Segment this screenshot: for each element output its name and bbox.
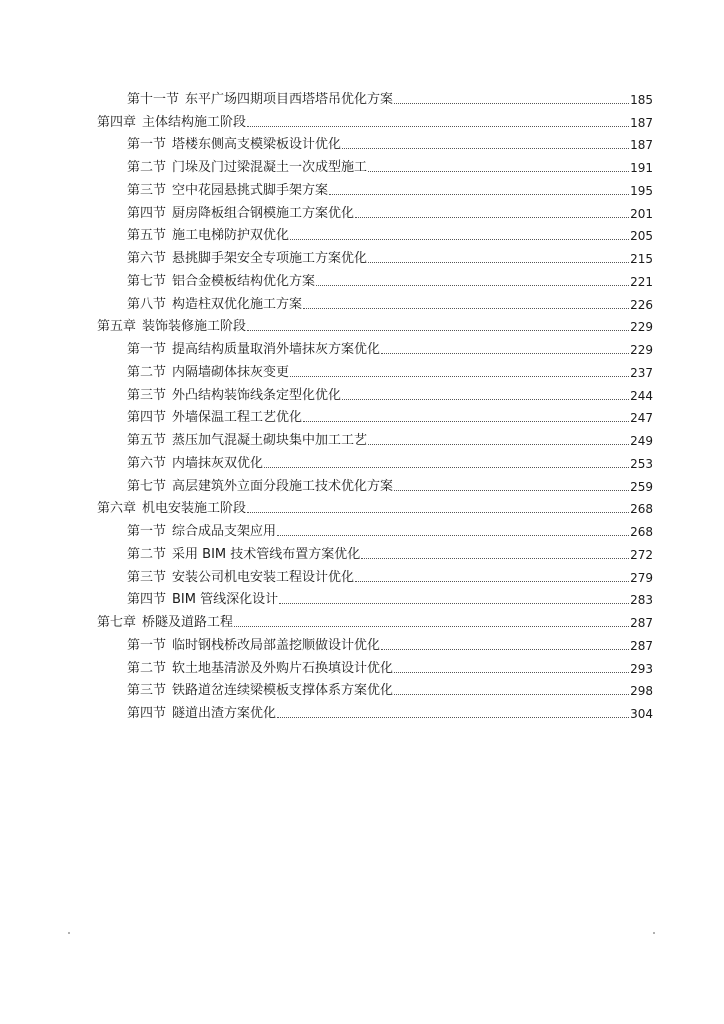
toc-entry-title: 内墙抹灰双优化 xyxy=(172,455,264,471)
toc-section-entry[interactable] xyxy=(97,335,653,358)
toc-entry-title: 厨房降板组合钢模施工方案优化 xyxy=(172,205,355,221)
dot-leader xyxy=(368,171,629,172)
toc-entry-label xyxy=(127,137,341,153)
toc-entry-label xyxy=(127,183,328,199)
toc-entry-number: 第七章 xyxy=(97,615,137,630)
dot-leader xyxy=(264,467,629,468)
toc-section-entry[interactable] xyxy=(97,153,653,176)
toc-entry-number: 第二节 xyxy=(127,364,167,380)
table-of-contents xyxy=(97,85,653,722)
toc-entry-label xyxy=(127,410,302,426)
toc-entry-label xyxy=(127,206,354,222)
toc-section-entry[interactable] xyxy=(97,699,653,722)
toc-page-number: 226 xyxy=(630,297,653,312)
toc-entry-title: 内隔墙砌体抹灰变更 xyxy=(172,364,290,380)
toc-page-number: 191 xyxy=(630,161,653,175)
dot-leader xyxy=(234,626,629,627)
toc-entry-title: 采用 BIM 技术管线布置方案优化 xyxy=(172,546,361,562)
toc-entry-title: 门垛及门过梁混凝土一次成型施工 xyxy=(172,160,368,175)
toc-entry-title: 临时钢栈桥改局部盖挖顺做设计优化 xyxy=(172,637,381,653)
toc-entry-label xyxy=(127,661,393,677)
toc-page-number: 293 xyxy=(630,661,653,676)
toc-entry-number: 第一节 xyxy=(127,637,167,653)
toc-entry-number: 第四章 xyxy=(97,114,137,130)
dot-leader xyxy=(277,717,629,718)
toc-entry-title: 铁路道岔连续梁模板支撑体系方案优化 xyxy=(172,683,394,699)
dot-leader xyxy=(394,490,629,491)
toc-page-number: 215 xyxy=(630,252,653,266)
toc-section-entry[interactable] xyxy=(97,85,653,108)
toc-section-entry[interactable] xyxy=(97,654,653,677)
dot-leader xyxy=(316,285,629,286)
dot-leader xyxy=(329,194,629,195)
toc-page-number: 249 xyxy=(630,434,653,448)
toc-page-number: 304 xyxy=(630,707,653,721)
toc-entry-number: 第三节 xyxy=(127,683,167,699)
toc-page-number: 205 xyxy=(630,229,653,244)
toc-entry-label xyxy=(127,683,393,699)
toc-entry-number: 第八节 xyxy=(127,296,167,312)
toc-section-entry[interactable] xyxy=(97,267,653,290)
toc-entry-title: BIM 管线深化设计 xyxy=(172,592,279,608)
toc-entry-title: 空中花园悬挑式脚手架方案 xyxy=(172,182,329,198)
toc-section-entry[interactable] xyxy=(97,290,653,313)
toc-entry-number: 第三节 xyxy=(127,569,167,585)
dot-leader xyxy=(247,512,629,513)
dot-leader xyxy=(394,694,629,695)
toc-page-number: 229 xyxy=(630,343,653,357)
dot-leader xyxy=(368,262,629,263)
toc-section-entry[interactable] xyxy=(97,426,653,449)
toc-entry-title: 综合成品支架应用 xyxy=(172,524,277,539)
toc-page-number: 283 xyxy=(630,593,653,608)
toc-entry-label xyxy=(127,524,276,540)
toc-page-number: 287 xyxy=(630,638,653,653)
toc-page-number: 272 xyxy=(630,547,653,562)
toc-entry-label xyxy=(127,547,360,563)
toc-entry-title: 提高结构质量取消外墙抹灰方案优化 xyxy=(172,342,381,357)
toc-entry-number: 第六节 xyxy=(127,251,167,266)
toc-entry-number: 第四节 xyxy=(127,706,167,721)
toc-page-number: 268 xyxy=(630,502,653,517)
toc-section-entry[interactable] xyxy=(97,540,653,563)
toc-entry-number: 第四节 xyxy=(127,205,167,221)
toc-entry-label xyxy=(127,433,367,449)
toc-entry-label xyxy=(127,388,341,404)
toc-entry-label xyxy=(97,501,246,517)
toc-entry-number: 第六章 xyxy=(97,501,137,517)
toc-entry-number: 第二节 xyxy=(127,660,167,676)
toc-entry-number: 第三节 xyxy=(127,182,167,198)
toc-entry-number: 第七节 xyxy=(127,478,167,494)
dot-leader xyxy=(342,148,629,149)
toc-entry-label xyxy=(127,251,367,267)
toc-section-entry[interactable] xyxy=(97,631,653,654)
toc-section-entry[interactable] xyxy=(97,449,653,472)
toc-entry-number: 第七节 xyxy=(127,273,167,289)
toc-entry-title: 安装公司机电安装工程设计优化 xyxy=(172,569,355,585)
toc-entry-number: 第五节 xyxy=(127,228,167,244)
toc-entry-label xyxy=(127,365,289,381)
dot-leader xyxy=(342,399,629,400)
dot-leader xyxy=(394,672,629,673)
toc-section-entry[interactable] xyxy=(97,381,653,404)
toc-page-number: 247 xyxy=(630,411,653,426)
toc-entry-label xyxy=(127,297,302,313)
toc-entry-label xyxy=(127,456,263,472)
dot-leader xyxy=(381,649,629,650)
toc-page-number: 201 xyxy=(630,206,653,221)
dot-leader xyxy=(247,330,629,331)
page-mark-right xyxy=(653,932,655,934)
toc-entry-number: 第三节 xyxy=(127,387,167,403)
toc-entry-title: 主体结构施工阶段 xyxy=(142,114,247,130)
toc-chapter-entry[interactable] xyxy=(97,495,653,518)
toc-entry-title: 桥隧及道路工程 xyxy=(142,615,234,630)
toc-entry-label xyxy=(127,342,380,358)
toc-section-entry[interactable] xyxy=(97,404,653,427)
toc-entry-number: 第十一节 xyxy=(127,91,180,107)
toc-page-number: 187 xyxy=(630,138,653,153)
toc-page-number: 259 xyxy=(630,479,653,494)
dot-leader xyxy=(277,535,629,536)
toc-entry-title: 外凸结构装饰线条定型化优化 xyxy=(172,387,342,403)
toc-entry-label xyxy=(127,160,367,176)
toc-page-number: 195 xyxy=(630,183,653,198)
toc-page-number: 221 xyxy=(630,274,653,289)
toc-entry-title: 施工电梯防护双优化 xyxy=(172,228,290,244)
toc-section-entry[interactable] xyxy=(97,131,653,154)
dot-leader xyxy=(290,239,629,240)
dot-leader xyxy=(355,581,629,582)
toc-page-number: 287 xyxy=(630,616,653,630)
toc-page-number: 229 xyxy=(630,320,653,335)
dot-leader xyxy=(247,126,629,127)
toc-entry-number: 第二节 xyxy=(127,160,167,175)
toc-entry-title: 外墙保温工程工艺优化 xyxy=(172,410,303,426)
toc-entry-number: 第四节 xyxy=(127,592,167,608)
toc-entry-label xyxy=(127,592,278,608)
toc-entry-number: 第二节 xyxy=(127,546,167,562)
toc-entry-title: 蒸压加气混凝土砌块集中加工工艺 xyxy=(172,433,368,448)
toc-entry-number: 第一节 xyxy=(127,524,167,539)
toc-entry-title: 铝合金模板结构优化方案 xyxy=(172,273,316,289)
toc-entry-title: 构造柱双优化施工方案 xyxy=(172,296,303,312)
toc-section-entry[interactable] xyxy=(97,677,653,700)
toc-entry-label xyxy=(97,615,233,631)
toc-page-number: 253 xyxy=(630,456,653,471)
toc-section-entry[interactable] xyxy=(97,199,653,222)
toc-chapter-entry[interactable] xyxy=(97,108,653,131)
toc-entry-label xyxy=(127,228,289,244)
dot-leader xyxy=(368,444,629,445)
toc-chapter-entry[interactable] xyxy=(97,608,653,631)
dot-leader xyxy=(303,308,629,309)
toc-entry-title: 东平广场四期项目西塔塔吊优化方案 xyxy=(185,91,394,107)
toc-section-entry[interactable] xyxy=(97,222,653,245)
toc-chapter-entry[interactable] xyxy=(97,313,653,336)
toc-entry-title: 软土地基清淤及外购片石换填设计优化 xyxy=(172,660,394,676)
toc-entry-number: 第六节 xyxy=(127,455,167,471)
toc-page-number: 187 xyxy=(630,115,653,130)
toc-entry-label xyxy=(127,92,393,108)
toc-entry-label xyxy=(127,479,393,495)
toc-entry-label xyxy=(97,319,246,335)
toc-entry-title: 塔楼东侧高支模梁板设计优化 xyxy=(172,137,342,153)
dot-leader xyxy=(381,353,629,354)
toc-page-number: 237 xyxy=(630,365,653,380)
toc-page-number: 298 xyxy=(630,684,653,699)
dot-leader xyxy=(355,217,629,218)
toc-section-entry[interactable] xyxy=(97,358,653,381)
toc-entry-label xyxy=(127,570,354,586)
toc-entry-number: 第四节 xyxy=(127,410,167,426)
dot-leader xyxy=(279,603,629,604)
toc-page-number: 279 xyxy=(630,570,653,585)
toc-section-entry[interactable] xyxy=(97,244,653,267)
toc-page-number: 244 xyxy=(630,388,653,403)
toc-section-entry[interactable] xyxy=(97,586,653,609)
toc-entry-title: 隧道出渣方案优化 xyxy=(172,706,277,721)
dot-leader xyxy=(361,558,629,559)
page-mark-left xyxy=(68,932,70,934)
toc-section-entry[interactable] xyxy=(97,176,653,199)
dot-leader xyxy=(303,421,629,422)
toc-section-entry[interactable] xyxy=(97,563,653,586)
toc-entry-title: 高层建筑外立面分段施工技术优化方案 xyxy=(172,478,394,494)
toc-entry-number: 第一节 xyxy=(127,342,167,357)
toc-section-entry[interactable] xyxy=(97,472,653,495)
toc-entry-title: 机电安装施工阶段 xyxy=(142,501,247,517)
dot-leader xyxy=(394,103,629,104)
toc-entry-title: 装饰装修施工阶段 xyxy=(142,319,247,335)
toc-entry-label xyxy=(97,115,246,131)
toc-entry-number: 第一节 xyxy=(127,137,167,153)
toc-entry-title: 悬挑脚手架安全专项施工方案优化 xyxy=(172,251,368,266)
dot-leader xyxy=(290,376,629,377)
toc-entry-label xyxy=(127,638,380,654)
toc-entry-number: 第五节 xyxy=(127,433,167,448)
toc-page-number: 185 xyxy=(630,92,653,107)
toc-entry-label xyxy=(127,706,276,722)
toc-entry-label xyxy=(127,274,315,290)
toc-entry-number: 第五章 xyxy=(97,319,137,335)
toc-section-entry[interactable] xyxy=(97,517,653,540)
toc-page-number: 268 xyxy=(630,525,653,539)
